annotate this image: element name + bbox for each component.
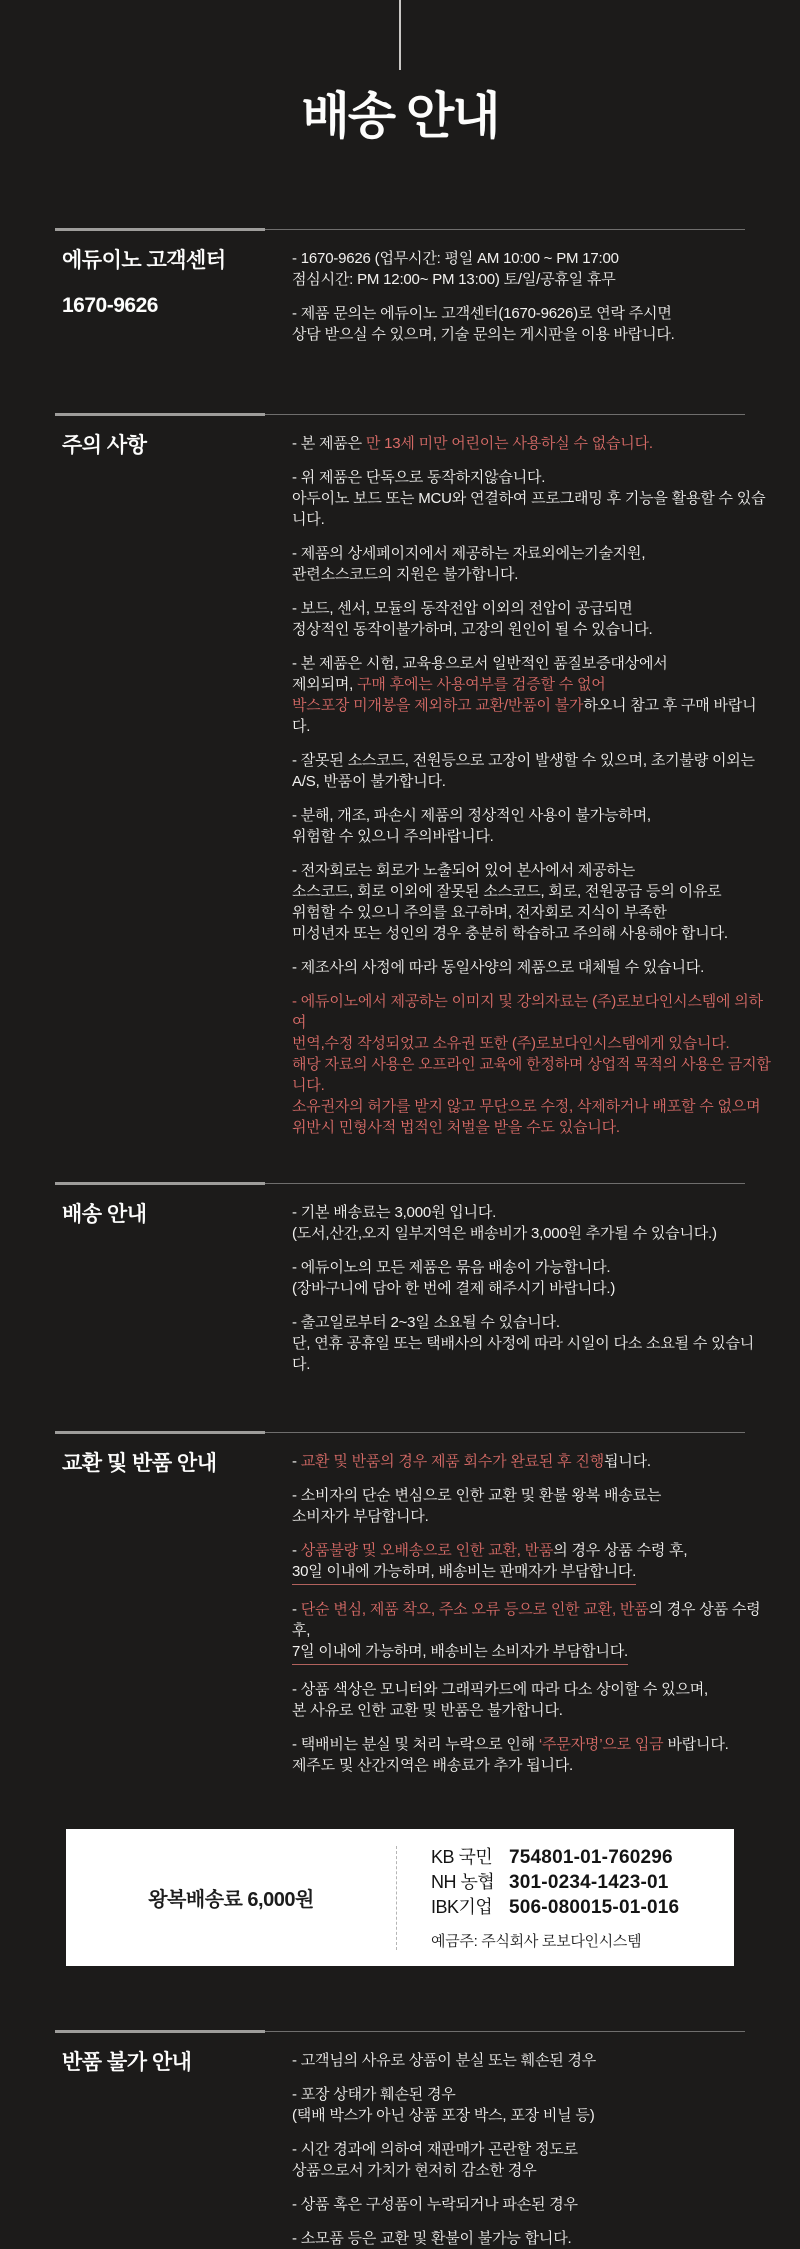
bank-account-number: 506-080015-01-016 xyxy=(509,1896,680,1918)
text-line: 30일 이내에 가능하며, 배송비는 판매자가 부담합니다. xyxy=(292,1561,772,1586)
text-line: (택배 박스가 아닌 상품 포장 박스, 포장 비닐 등) xyxy=(292,2107,595,2124)
text-line: 상담 받으실 수 있으며, 기술 문의는 게시판을 이용 바랍니다. xyxy=(292,326,675,343)
section-text xyxy=(292,2050,772,2249)
bullet-paragraph xyxy=(292,750,772,792)
text-line: (장바구니에 담아 한 번에 결제 해주시기 바랍니다.) xyxy=(292,1280,616,1297)
text-line: - 상품 혹은 구성품이 누락되거나 파손된 경우 xyxy=(292,2196,578,2213)
bullet-paragraph xyxy=(292,653,772,737)
bank-name: NH 농협 xyxy=(431,1871,495,1892)
text-line: - 교환 및 반품의 경우 제품 회수가 완료된 후 진행됩니다. xyxy=(292,1453,651,1470)
text-line: - 상품 색상은 모니터와 그래픽카드에 따라 다소 상이할 수 있으며, xyxy=(292,1681,709,1698)
section-title xyxy=(62,248,292,345)
bullet-paragraph xyxy=(292,860,772,944)
section-text xyxy=(292,1451,772,1776)
text-line: - 에듀이노의 모든 제품은 묶음 배송이 가능합니다. xyxy=(292,1259,611,1276)
text-line: - 1670-9626 (업무시간: 평일 AM 10:00 ~ PM 17:00 xyxy=(292,250,619,267)
page-title: 배송 안내 xyxy=(301,88,499,144)
top-divider-line xyxy=(399,0,401,70)
section-content xyxy=(0,417,800,1138)
return-shipping-fee-label: 왕복배송료 6,000원 xyxy=(148,1889,314,1911)
text-line: 해당 자료의 사용은 오프라인 교육에 한정하며 상업적 목적의 사용은 금지합니다. xyxy=(292,1056,771,1094)
text-line: - 본 제품은 만 13세 미만 어린이는 사용하실 수 없습니다. xyxy=(292,435,653,452)
text-line: A/S, 반품이 불가합니다. xyxy=(292,773,446,790)
text-line: 단, 연휴 공휴일 또는 택배사의 사정에 따라 시일이 다소 소요될 수 있습니다. xyxy=(292,1335,755,1373)
section-title-line: 1670-9626 xyxy=(62,294,158,318)
section-text xyxy=(292,433,772,1138)
text-line: - 소비자의 단순 변심으로 인한 교환 및 환불 왕복 배송료는 xyxy=(292,1487,662,1504)
bullet-paragraph xyxy=(292,1312,772,1375)
bullet-paragraph xyxy=(292,248,772,290)
section-title-line: 에듀이노 고객센터 xyxy=(62,249,226,272)
section-content xyxy=(0,1186,800,1375)
text-line: 미성년자 또는 성인의 경우 충분히 학습하고 주의해 사용해야 합니다. xyxy=(292,925,728,942)
bullet-paragraph xyxy=(292,2084,772,2126)
text-line: 위험할 수 있으니 주의바랍니다. xyxy=(292,828,494,845)
text-line: - 시간 경과에 의하여 재판매가 곤란할 정도로 xyxy=(292,2141,578,2158)
text-line: 정상적인 동작이불가하며, 고장의 원인이 될 수 있습니다. xyxy=(292,621,653,638)
bank-account-row xyxy=(431,1895,734,1920)
text-line: (도서,산간,오지 일부지역은 배송비가 3,000원 추가될 수 있습니다.) xyxy=(292,1225,717,1242)
bank-account-number: 301-0234-1423-01 xyxy=(509,1871,669,1893)
bullet-paragraph xyxy=(292,1734,772,1776)
section-title-line: 반품 불가 안내 xyxy=(62,2051,192,2074)
section-divider xyxy=(55,2030,745,2034)
bullet-paragraph xyxy=(292,2139,772,2181)
text-line: 본 사유로 인한 교환 및 반품은 불가합니다. xyxy=(292,1702,563,1719)
sections xyxy=(0,228,800,2249)
bullet-paragraph xyxy=(292,433,772,454)
section-no-return xyxy=(0,2030,800,2249)
bullet-paragraph xyxy=(292,2228,772,2249)
bullet-paragraph xyxy=(292,303,772,345)
section-exchange xyxy=(0,1431,800,1776)
text-line: - 에듀이노에서 제공하는 이미지 및 강의자료는 (주)로보다인시스템에 의하여 xyxy=(292,993,763,1031)
section-content xyxy=(0,2034,800,2249)
bank-box xyxy=(66,1829,734,1966)
text-line: 상품으로서 가치가 현저히 감소한 경우 xyxy=(292,2162,537,2179)
bullet-paragraph xyxy=(292,543,772,585)
text-line: 소스코드, 회로 이외에 잘못된 소스코드, 회로, 전원공급 등의 이유로 xyxy=(292,883,722,900)
section-title-line: 배송 안내 xyxy=(62,1203,147,1226)
text-line: 박스포장 미개봉을 제외하고 교환/반품이 불가하오니 참고 후 구매 바랍니다. xyxy=(292,697,757,735)
bank-account-panel xyxy=(396,1846,734,1950)
bank-account-row xyxy=(431,1845,734,1870)
section-title xyxy=(62,433,292,1138)
text-line: 소비자가 부담합니다. xyxy=(292,1508,429,1525)
text-line: - 분해, 개조, 파손시 제품의 정상적인 사용이 불가능하며, xyxy=(292,807,651,824)
bullet-paragraph xyxy=(292,1679,772,1721)
bullet-paragraph xyxy=(292,2050,772,2071)
text-line: - 포장 상태가 훼손된 경우 xyxy=(292,2086,456,2103)
bullet-paragraph xyxy=(292,1599,772,1666)
bank-name: KB 국민 xyxy=(431,1846,493,1867)
text-line: - 제조사의 사정에 따라 동일사양의 제품으로 대체될 수 있습니다. xyxy=(292,959,705,976)
text-line: 관련소스코드의 지원은 불가합니다. xyxy=(292,566,519,583)
section-title xyxy=(62,2050,292,2249)
bullet-paragraph xyxy=(292,991,772,1138)
section-divider xyxy=(55,228,745,232)
text-line: - 출고일로부터 2~3일 소요될 수 있습니다. xyxy=(292,1314,560,1331)
text-line: - 택배비는 분실 및 처리 누락으로 인해 ‘주문자명’으로 입금 바랍니다. xyxy=(292,1736,729,1753)
text-line: 7일 이내에 가능하며, 배송비는 소비자가 부담합니다. xyxy=(292,1641,772,1666)
section-divider xyxy=(55,413,745,417)
bullet-paragraph xyxy=(292,1202,772,1244)
section-divider xyxy=(55,1182,745,1186)
section-divider xyxy=(55,1431,745,1435)
bullet-paragraph xyxy=(292,2194,772,2215)
bullet-paragraph xyxy=(292,1485,772,1527)
text-line: - 단순 변심, 제품 착오, 주소 오류 등으로 인한 교환, 반품의 경우 상품 수령 후, xyxy=(292,1601,761,1639)
text-line: - 상품불량 및 오배송으로 인한 교환, 반품의 경우 상품 수령 후, xyxy=(292,1542,688,1559)
text-line: - 제품의 상세페이지에서 제공하는 자료외에는기술지원, xyxy=(292,545,646,562)
section-content xyxy=(0,232,800,345)
section-text xyxy=(292,248,772,345)
bank-account-number: 754801-01-760296 xyxy=(509,1846,673,1868)
text-line: - 전자회로는 회로가 노출되어 있어 본사에서 제공하는 xyxy=(292,862,635,879)
section-title-line: 교환 및 반품 안내 xyxy=(62,1452,217,1475)
text-line: 위반시 민형사적 법적인 처벌을 받을 수도 있습니다. xyxy=(292,1119,620,1136)
text-line: - 잘못된 소스코드, 전원등으로 고장이 발생할 수 있으며, 초기불량 이외는 xyxy=(292,752,755,769)
text-line: 제주도 및 산간지역은 배송료가 추가 됩니다. xyxy=(292,1757,574,1774)
text-line: - 소모품 등은 교환 및 환불이 불가능 합니다. xyxy=(292,2230,572,2247)
bullet-paragraph xyxy=(292,1257,772,1299)
bullet-paragraph xyxy=(292,598,772,640)
text-line: - 고객님의 사유로 상품이 분실 또는 훼손된 경우 xyxy=(292,2052,597,2069)
text-line: - 기본 배송료는 3,000원 입니다. xyxy=(292,1204,497,1221)
text-line: 번역,수정 작성되었고 소유권 또한 (주)로보다인시스템에게 있습니다. xyxy=(292,1035,730,1052)
account-holder: 예금주: 주식회사 로보다인시스템 xyxy=(431,1932,642,1950)
section-caution xyxy=(0,413,800,1138)
text-line: - 제품 문의는 에듀이노 고객센터(1670-9626)로 연락 주시면 xyxy=(292,305,672,322)
text-line: 제외되며, 구매 후에는 사용여부를 검증할 수 없어 xyxy=(292,676,606,693)
text-line: - 위 제품은 단독으로 동작하지않습니다. xyxy=(292,469,546,486)
text-line: 위험할 수 있으니 주의를 요구하며, 전자회로 지식이 부족한 xyxy=(292,904,667,921)
section-title xyxy=(62,1202,292,1375)
bank-account-list xyxy=(431,1845,734,1920)
section-shipping xyxy=(0,1182,800,1375)
bullet-paragraph xyxy=(292,957,772,978)
section-customer-center xyxy=(0,228,800,345)
bullet-paragraph xyxy=(292,1540,772,1586)
text-line: 아두이노 보드 또는 MCU와 연결하여 프로그래밍 후 기능을 활용할 수 있습니다. xyxy=(292,490,766,528)
bullet-paragraph xyxy=(292,805,772,847)
section-text xyxy=(292,1202,772,1375)
section-title xyxy=(62,1451,292,1776)
section-title-line: 주의 사항 xyxy=(62,434,147,457)
bullet-paragraph xyxy=(292,1451,772,1472)
text-line: - 보드, 센서, 모듈의 동작전압 이외의 전압이 공급되면 xyxy=(292,600,633,617)
bullet-paragraph xyxy=(292,467,772,530)
text-line: - 본 제품은 시험, 교육용으로서 일반적인 품질보증대상에서 xyxy=(292,655,668,672)
bank-account-row xyxy=(431,1870,734,1895)
bank-name: IBK기업 xyxy=(431,1896,493,1917)
text-line: 소유권자의 허가를 받지 않고 무단으로 수정, 삭제하거나 배포할 수 없으며 xyxy=(292,1098,761,1115)
text-line: 점심시간: PM 12:00~ PM 13:00) 토/일/공휴일 휴무 xyxy=(292,271,616,288)
section-content xyxy=(0,1435,800,1776)
